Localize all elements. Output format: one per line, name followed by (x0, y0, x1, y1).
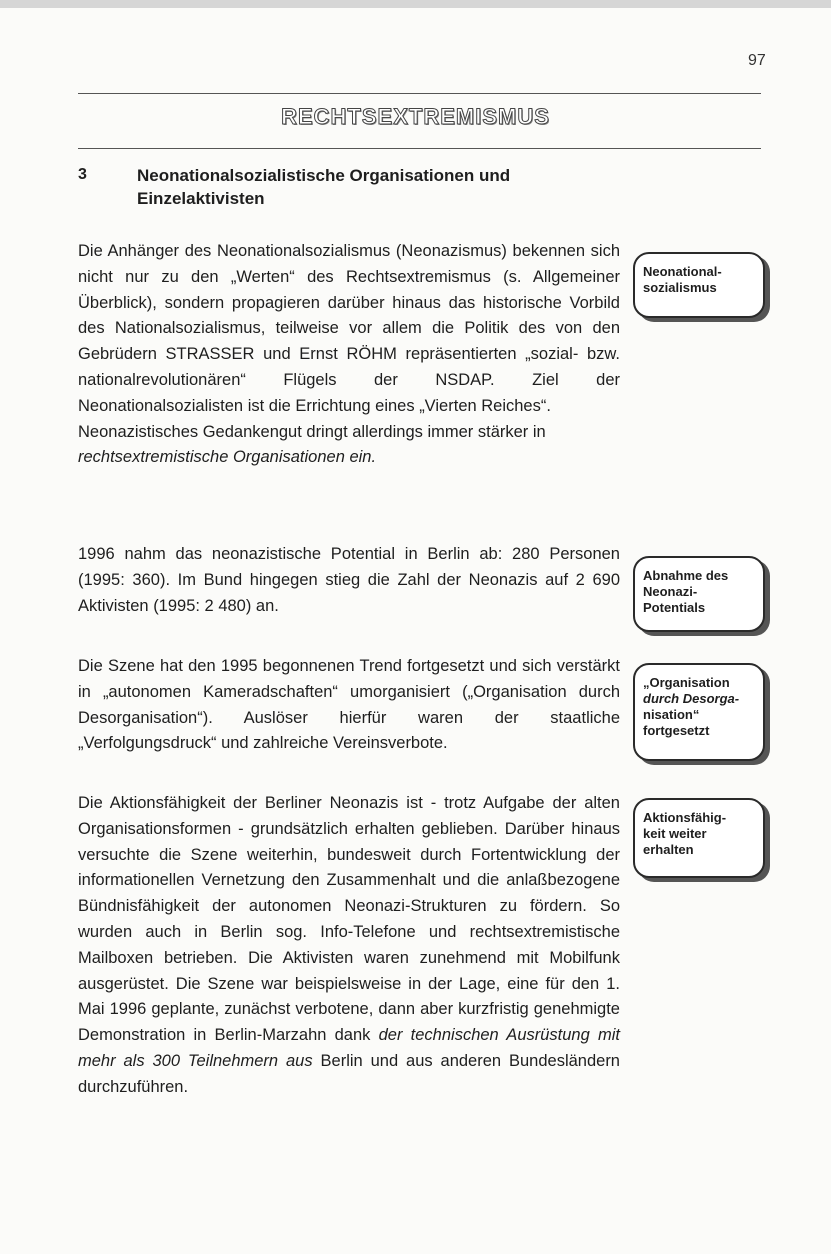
note-line: Potentials (643, 600, 706, 615)
paragraph-kameradschaften (78, 654, 620, 757)
paragraph-aktionsfaehigkeit (78, 791, 620, 1101)
note-line: sozialismus (643, 280, 717, 295)
note-line-italic: durch Desorga- (643, 691, 740, 706)
note-line: Neonazi- (643, 584, 698, 599)
note-line: Aktionsfähig- (643, 810, 727, 825)
header-rule-bottom (78, 148, 761, 149)
text-run: Berlin und aus anderen Bundesländern durchzuführen. (78, 1051, 620, 1096)
header-rule-top (78, 93, 761, 94)
sidebar-note-abnahme (633, 556, 765, 632)
note-line: keit weiter (643, 826, 707, 841)
paragraph-potential (78, 542, 620, 619)
paragraph-text: Die Anhänger des Neonationalsozialismus (Neonazismus) bekennen sich nicht nur zu den „Werten“ des Rechtsextremismus (s. Allgemeiner Überblick), sondern propagieren darüber hinaus das historische Vorbild des Nationalsozialismus, teilweise vor allem die Politik des von den Gebrüdern STRASSER und Ernst RÖHM repräsentierten „sozial- bzw. nationalrevolutionären“ Flügels der NSDAP. Ziel der Neonationalsozialisten ist die Errichtung eines „Vierten Reiches“. (78, 242, 620, 415)
text-run: Die Aktionsfähigkeit der Berliner Neonazis ist - trotz Aufgabe der alten Organisationsformen - grundsätzlich erhalten geblieben. Darüber hinaus versuchte die Szene weiterhin, bundesweit durch Fortentwicklung der informationellen Vernetzung den Zusammenhalt und die anlaßbezogene Bündnisfähigkeit der autonomen Neonazi-Strukturen zu fördern. So wurden auch in Berlin sog. Info-Telefone und rechtsextremistische Mailboxen betrieben. Die Aktivisten waren zunehmend mit Mobilfunk ausgerüstet. Die Szene war beispielsweise in der Lage, eine für den 1. Mai 1996 geplante, zunächst verbotene, dann aber kurzfristig genehmigte Demonstration in Berlin-Marzahn dank (78, 794, 620, 1045)
sidebar-note-neonationalsozialismus (633, 252, 765, 318)
paragraph-text-italic: rechtsextremistische Organisationen ein. (78, 448, 377, 467)
sidebar-note-organisation (633, 663, 765, 761)
note-line: erhalten (643, 842, 694, 857)
running-header: RECHTSEXTREMISMUS (281, 104, 550, 129)
scan-top-strip (0, 0, 831, 8)
paragraph-text: Neonazistisches Gedankengut dringt allerdings immer stärker in (78, 422, 546, 441)
page-number: 97 (748, 52, 766, 69)
note-line: Abnahme des (643, 568, 729, 583)
note-line: nisation“ (643, 707, 700, 722)
paragraph-text: Die Szene hat den 1995 begonnenen Trend fortgesetzt und sich verstärkt in „autonomen Kameradschaften“ umorganisiert („Organisation durch Desorganisation“). Auslöser hierfür waren der staatliche „Verfolgungsdruck“ und zahlreiche Vereinsverbote. (78, 657, 620, 753)
sidebar-note-aktionsfaehigkeit (633, 798, 765, 878)
section-number: 3 (78, 166, 87, 183)
paragraph-text: 1996 nahm das neonazistische Potential in Berlin ab: 280 Personen (1995: 360). Im Bund hingegen stieg die Zahl der Neonazis auf 2 690 Aktivisten (1995: 2 480) an. (78, 545, 620, 615)
section-title: Neonationalsozialistische Organisationen und Einzelaktivisten (137, 166, 511, 208)
paragraph-text (78, 791, 620, 1101)
note-line: Neonational- (643, 264, 722, 279)
text-run-italic: der technischen Ausrüstung mit mehr als 300 Teilnehmern aus (78, 1026, 620, 1070)
note-line: fortgesetzt (643, 723, 710, 738)
note-line: „Organisation (643, 675, 730, 690)
paragraph-neonazism-definition (78, 239, 620, 471)
